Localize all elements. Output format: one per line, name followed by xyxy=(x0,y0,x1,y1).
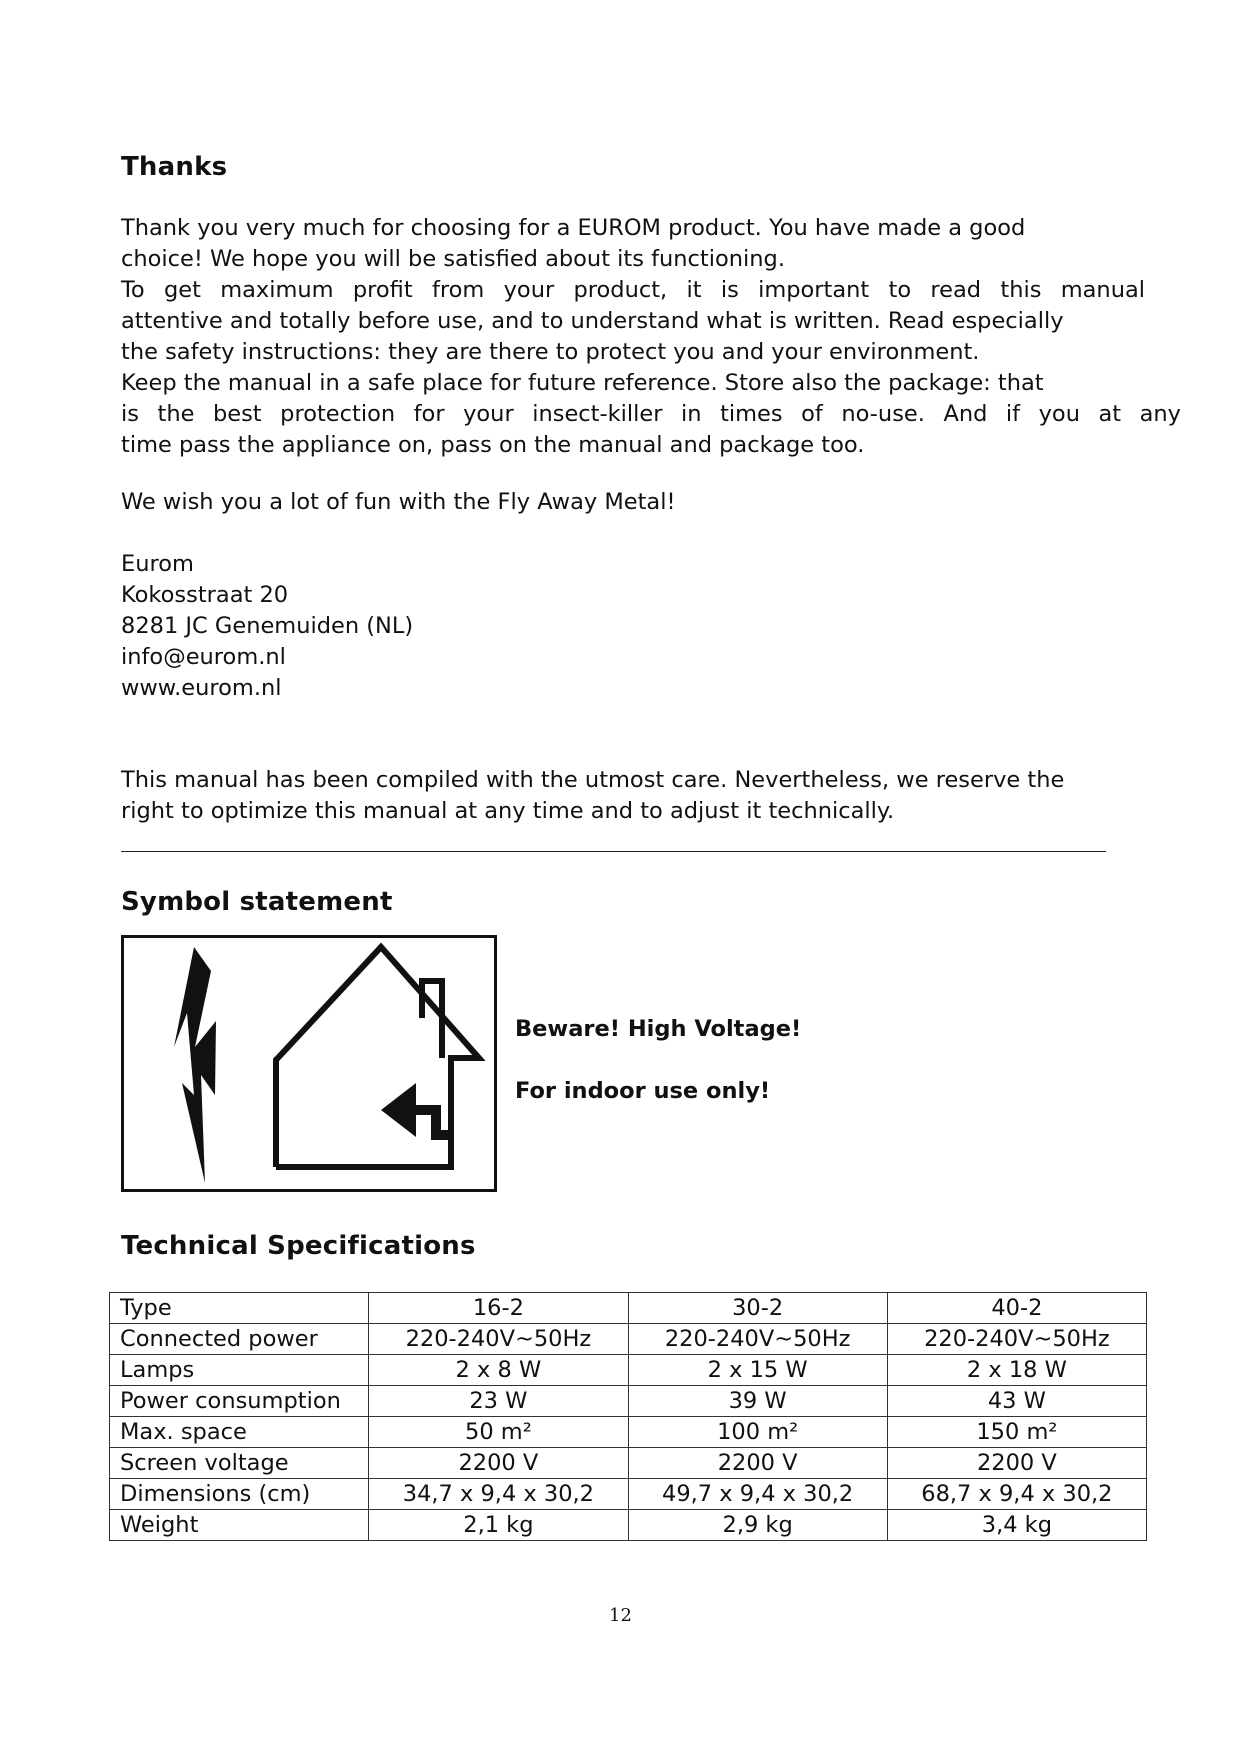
company-name: Eurom xyxy=(121,551,194,577)
page-number: 12 xyxy=(609,1605,632,1626)
spec-value: 2200 V xyxy=(628,1448,887,1479)
spec-label: Connected power xyxy=(110,1324,369,1355)
disclaimer-line: This manual has been compiled with the utmost care. Nevertheless, we reserve the xyxy=(121,767,1065,793)
symbol-heading: Symbol statement xyxy=(121,887,393,917)
spec-value: 2200 V xyxy=(887,1448,1146,1479)
spec-value: 2,1 kg xyxy=(369,1510,628,1541)
spec-value: 16-2 xyxy=(369,1293,628,1324)
thanks-line: To get maximum profit from your product, it is important to read this manual xyxy=(121,277,1145,303)
spec-value: 40-2 xyxy=(887,1293,1146,1324)
disclaimer-paragraph xyxy=(121,765,1064,827)
spec-value: 220-240V~50Hz xyxy=(887,1324,1146,1355)
spec-value: 68,7 x 9,4 x 30,2 xyxy=(887,1479,1146,1510)
thanks-heading: Thanks xyxy=(121,152,228,182)
table-row xyxy=(110,1386,1147,1417)
spec-value: 220-240V~50Hz xyxy=(628,1324,887,1355)
disclaimer-line: right to optimize this manual at any time and to adjust it technically. xyxy=(121,798,895,824)
spec-value: 220-240V~50Hz xyxy=(369,1324,628,1355)
thanks-line: choice! We hope you will be satisfied about its functioning. xyxy=(121,246,785,272)
thanks-line: the safety instructions: they are there to protect you and your environment. xyxy=(121,339,980,365)
thanks-paragraph xyxy=(121,213,1181,461)
spec-value: 43 W xyxy=(887,1386,1146,1417)
thanks-line: Thank you very much for choosing for a EUROM product. You have made a good xyxy=(121,215,1026,241)
indoor-use-warning: For indoor use only! xyxy=(515,1078,771,1104)
spec-value: 3,4 kg xyxy=(887,1510,1146,1541)
spec-label: Type xyxy=(110,1293,369,1324)
table-row xyxy=(110,1417,1147,1448)
thanks-line: Keep the manual in a safe place for future reference. Store also the package: that xyxy=(121,370,1044,396)
postal-city: 8281 JC Genemuiden (NL) xyxy=(121,613,414,639)
table-row xyxy=(110,1324,1147,1355)
high-voltage-warning: Beware! High Voltage! xyxy=(515,1016,802,1042)
spec-value: 150 m² xyxy=(887,1417,1146,1448)
website-address: www.eurom.nl xyxy=(121,675,282,701)
high-voltage-indoor-icon xyxy=(121,935,497,1192)
spec-value: 2200 V xyxy=(369,1448,628,1479)
spec-label: Dimensions (cm) xyxy=(110,1479,369,1510)
spec-value: 2 x 18 W xyxy=(887,1355,1146,1386)
spec-label: Screen voltage xyxy=(110,1448,369,1479)
thanks-line: time pass the appliance on, pass on the manual and package too. xyxy=(121,432,865,458)
spec-value: 49,7 x 9,4 x 30,2 xyxy=(628,1479,887,1510)
thanks-line: attentive and totally before use, and to understand what is written. Read especially xyxy=(121,308,1064,334)
section-divider xyxy=(121,851,1106,852)
spec-label: Weight xyxy=(110,1510,369,1541)
spec-value: 2 x 15 W xyxy=(628,1355,887,1386)
table-row xyxy=(110,1355,1147,1386)
spec-value: 30-2 xyxy=(628,1293,887,1324)
street-address: Kokosstraat 20 xyxy=(121,582,289,608)
table-row xyxy=(110,1479,1147,1510)
table-row xyxy=(110,1510,1147,1541)
spec-value: 39 W xyxy=(628,1386,887,1417)
email-address: info@eurom.nl xyxy=(121,644,286,670)
spec-value: 2 x 8 W xyxy=(369,1355,628,1386)
spec-value: 100 m² xyxy=(628,1417,887,1448)
spec-value: 23 W xyxy=(369,1386,628,1417)
wish-text: We wish you a lot of fun with the Fly Away Metal! xyxy=(121,489,676,515)
table-row xyxy=(110,1448,1147,1479)
spec-label: Power consumption xyxy=(110,1386,369,1417)
specs-heading: Technical Specifications xyxy=(121,1231,476,1261)
spec-value: 34,7 x 9,4 x 30,2 xyxy=(369,1479,628,1510)
spec-value: 50 m² xyxy=(369,1417,628,1448)
table-row xyxy=(110,1293,1147,1324)
address-block xyxy=(121,549,413,704)
thanks-line: is the best protection for your insect-killer in times of no-use. And if you at any xyxy=(121,401,1181,427)
spec-label: Lamps xyxy=(110,1355,369,1386)
spec-value: 2,9 kg xyxy=(628,1510,887,1541)
specifications-table xyxy=(109,1292,1147,1541)
spec-label: Max. space xyxy=(110,1417,369,1448)
